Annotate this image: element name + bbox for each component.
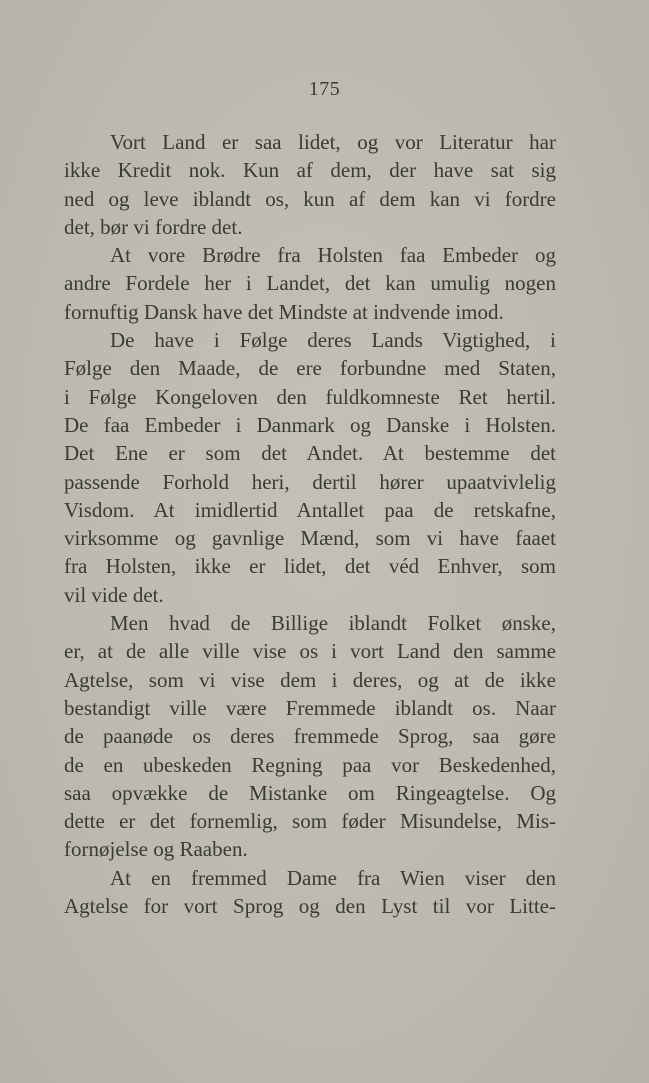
text-line: De have i Følge deres Lands Vigtighed, i bbox=[110, 328, 556, 353]
text-line: Visdom. At imidlertid Antallet paa de retskafne, bbox=[64, 497, 556, 522]
text-line: De faa Embeder i Danmark og Danske i Holsten. bbox=[64, 412, 556, 437]
text-line: Vort Land er saa lidet, og vor Literatur har bbox=[110, 130, 556, 154]
text-line: bestandigt ville være Fremmede iblandt os. Naar bbox=[64, 695, 556, 720]
text-line: fra Holsten, ikke er lidet, det véd Enhver, som bbox=[64, 554, 556, 579]
text-line: i Følge Kongeloven den fuldkomneste Ret hertil. bbox=[64, 384, 556, 409]
text-line: det, bør vi fordre det. bbox=[64, 214, 243, 239]
text-line: andre Fordele her i Landet, det kan umulig nogen bbox=[64, 271, 556, 296]
text-line: er, at de alle ville vise os i vort Land den samme bbox=[64, 639, 556, 664]
text-line: ikke Kredit nok. Kun af dem, der have sat sig bbox=[64, 158, 556, 183]
text-line: ned og leve iblandt os, kun af dem kan vi fordre bbox=[64, 186, 556, 211]
text-line: de en ubeskeden Regning paa vor Beskedenhed, bbox=[64, 752, 556, 777]
text-line: passende Forhold heri, dertil hører upaatvivlelig bbox=[64, 469, 556, 494]
text-line: virksomme og gavnlige Mænd, som vi have faaet bbox=[64, 526, 556, 551]
text-line: At en fremmed Dame fra Wien viser den bbox=[110, 865, 556, 890]
text-line: vil vide det. bbox=[64, 582, 164, 607]
text-line: fornuftig Dansk have det Mindste at indvende imod. bbox=[64, 299, 504, 324]
text-line: Agtelse, som vi vise dem i deres, og at de ikke bbox=[64, 667, 556, 692]
text-line: saa opvække de Mistanke om Ringeagtelse. Og bbox=[64, 780, 556, 805]
text-line: dette er det fornemlig, som føder Misundelse, Mis- bbox=[64, 809, 556, 834]
text-line: Følge den Maade, de ere forbundne med Staten, bbox=[64, 356, 556, 381]
text-line: Det Ene er som det Andet. At bestemme det bbox=[64, 441, 556, 466]
text-line: fornøjelse og Raaben. bbox=[64, 837, 248, 862]
text-line: At vore Brødre fra Holsten faa Embeder og bbox=[110, 243, 556, 268]
page-number: 175 bbox=[308, 78, 341, 100]
text-line: Agtelse for vort Sprog og den Lyst til vor Litte- bbox=[64, 894, 556, 919]
text-line: Men hvad de Billige iblandt Folket ønske, bbox=[110, 611, 556, 636]
text-line: de paanøde os deres fremmede Sprog, saa gøre bbox=[64, 724, 556, 749]
body-text bbox=[64, 128, 556, 920]
